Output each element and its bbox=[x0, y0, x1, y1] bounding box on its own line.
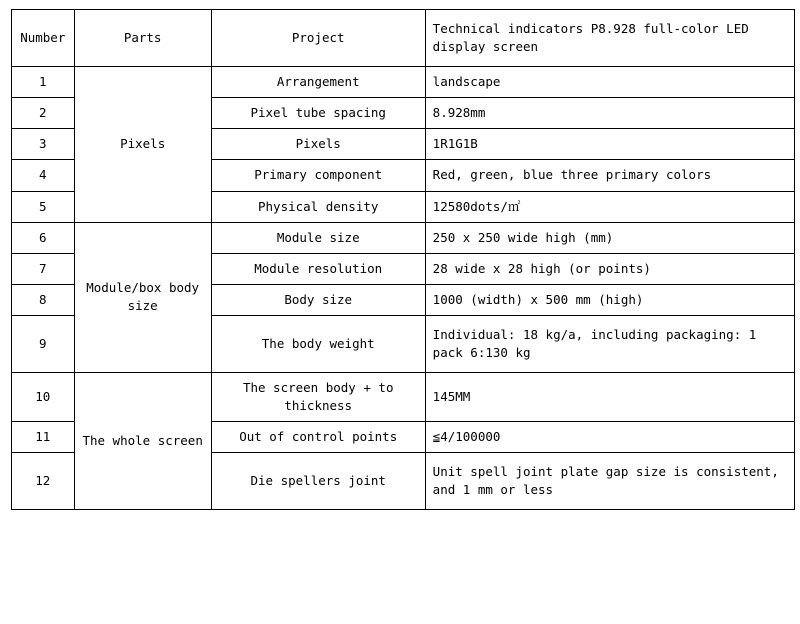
cell-value: 1000 (width) x 500 mm (high) bbox=[425, 284, 794, 315]
cell-project: Die spellers joint bbox=[211, 453, 425, 510]
cell-number: 10 bbox=[12, 373, 75, 422]
table-row bbox=[12, 222, 795, 253]
cell-value: landscape bbox=[425, 67, 794, 98]
cell-value: 1R1G1B bbox=[425, 129, 794, 160]
specifications-table bbox=[11, 9, 795, 510]
cell-number: 6 bbox=[12, 222, 75, 253]
cell-project: Out of control points bbox=[211, 422, 425, 453]
cell-project: The body weight bbox=[211, 316, 425, 373]
header-number: Number bbox=[12, 10, 75, 67]
group-label-the-whole-screen: The whole screen bbox=[74, 373, 211, 510]
cell-value: 145MM bbox=[425, 373, 794, 422]
cell-value: Red, green, blue three primary colors bbox=[425, 160, 794, 191]
group-label-pixels: Pixels bbox=[74, 67, 211, 223]
cell-project: Primary component bbox=[211, 160, 425, 191]
cell-value: 250 x 250 wide high (mm) bbox=[425, 222, 794, 253]
cell-number: 11 bbox=[12, 422, 75, 453]
group-label-module-box-body-size: Module/box body size bbox=[74, 222, 211, 372]
cell-number: 3 bbox=[12, 129, 75, 160]
cell-number: 2 bbox=[12, 98, 75, 129]
cell-number: 5 bbox=[12, 191, 75, 222]
header-value: Technical indicators P8.928 full-color LED display screen bbox=[425, 10, 794, 67]
cell-value: 8.928mm bbox=[425, 98, 794, 129]
cell-number: 9 bbox=[12, 316, 75, 373]
cell-number: 8 bbox=[12, 284, 75, 315]
cell-value: Individual: 18 kg/a, including packaging: 1 pack 6:130 kg bbox=[425, 316, 794, 373]
cell-project: Module size bbox=[211, 222, 425, 253]
table-row bbox=[12, 373, 795, 422]
cell-number: 12 bbox=[12, 453, 75, 510]
cell-value: ≦4/100000 bbox=[425, 422, 794, 453]
cell-value: 28 wide x 28 high (or points) bbox=[425, 253, 794, 284]
cell-value: 12580dots/㎡ bbox=[425, 191, 794, 222]
table-row bbox=[12, 67, 795, 98]
cell-project: Module resolution bbox=[211, 253, 425, 284]
header-project: Project bbox=[211, 10, 425, 67]
cell-number: 4 bbox=[12, 160, 75, 191]
cell-project: Pixel tube spacing bbox=[211, 98, 425, 129]
cell-value: Unit spell joint plate gap size is consistent, and 1 mm or less bbox=[425, 453, 794, 510]
header-parts: Parts bbox=[74, 10, 211, 67]
cell-number: 7 bbox=[12, 253, 75, 284]
table-header-row bbox=[12, 10, 795, 67]
cell-project: Physical density bbox=[211, 191, 425, 222]
cell-project: Arrangement bbox=[211, 67, 425, 98]
cell-project: The screen body + to thickness bbox=[211, 373, 425, 422]
cell-number: 1 bbox=[12, 67, 75, 98]
cell-project: Body size bbox=[211, 284, 425, 315]
cell-project: Pixels bbox=[211, 129, 425, 160]
